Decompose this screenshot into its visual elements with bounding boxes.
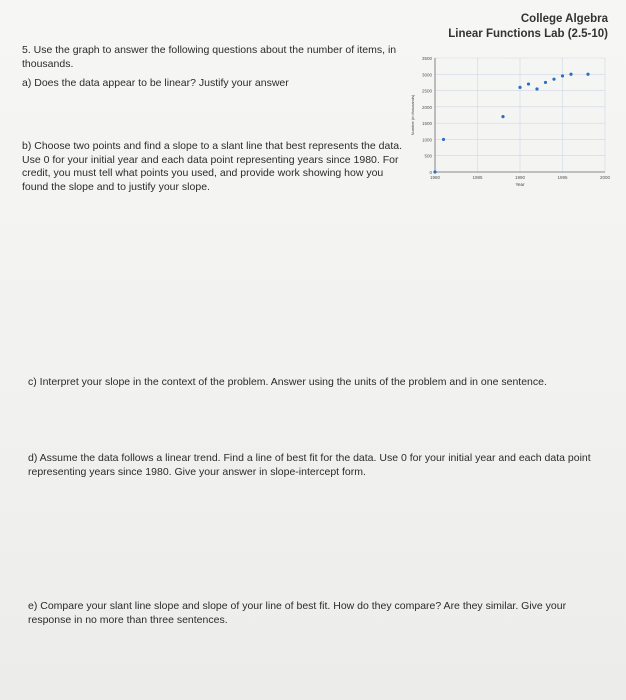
data-point bbox=[586, 73, 589, 76]
data-point bbox=[561, 74, 564, 77]
y-tick-label: 3000 bbox=[421, 72, 432, 78]
scatter-chart bbox=[405, 52, 610, 197]
x-tick-label: 1990 bbox=[514, 175, 526, 180]
question-part-d: d) Assume the data follows a linear trend. Find a line of best fit for the data. Use 0 for your initial year and each data point representing years since 1980. Give your answer in slope-intercept form. bbox=[28, 452, 591, 478]
x-tick-label: 1985 bbox=[472, 175, 483, 180]
question-intro: 5. Use the graph to answer the following questions about the number of items, in thousands. bbox=[22, 44, 397, 70]
data-point bbox=[527, 82, 530, 85]
question-part-b: b) Choose two points and find a slope to a slant line that best represents the data. Use 0 for your initial year and each data point representing years since 1980. For credit, you must tell what points you used, and provide work showing how you found the slope and to justify your slope. bbox=[22, 140, 402, 193]
data-point bbox=[569, 73, 572, 76]
data-point bbox=[552, 78, 555, 81]
question-part-e: e) Compare your slant line slope and slope of your line of best fit. How do they compare? Are they similar. Give your response in no more than three sentences. bbox=[28, 600, 567, 626]
y-axis-label: Number (in thousands) bbox=[410, 94, 415, 136]
data-point bbox=[501, 115, 504, 118]
y-tick-label: 2000 bbox=[421, 104, 432, 110]
data-point bbox=[433, 170, 436, 173]
course-title: College Algebra bbox=[520, 13, 608, 25]
x-tick-label: 1980 bbox=[429, 175, 441, 180]
y-tick-label: 2500 bbox=[421, 88, 432, 94]
y-tick-label: 1000 bbox=[421, 137, 432, 143]
question-part-a: a) Does the data appear to be linear? Justify your answer bbox=[22, 77, 289, 89]
x-tick-label: 1995 bbox=[557, 175, 568, 180]
question-part-c: c) Interpret your slope in the context of the problem. Answer using the units of the problem and in one sentence. bbox=[28, 376, 547, 388]
data-point bbox=[544, 81, 547, 84]
x-tick-label: 2000 bbox=[599, 175, 610, 180]
worksheet-header bbox=[448, 12, 608, 42]
x-axis-label: Year bbox=[515, 182, 525, 187]
data-point bbox=[518, 86, 521, 89]
y-tick-label: 1500 bbox=[421, 121, 432, 127]
y-tick-label: 0 bbox=[429, 170, 432, 175]
data-point bbox=[535, 87, 538, 90]
y-tick-label: 500 bbox=[424, 153, 432, 159]
data-point bbox=[442, 138, 445, 141]
lab-title: Linear Functions Lab (2.5-10) bbox=[448, 28, 608, 40]
y-tick-label: 3500 bbox=[421, 56, 432, 61]
